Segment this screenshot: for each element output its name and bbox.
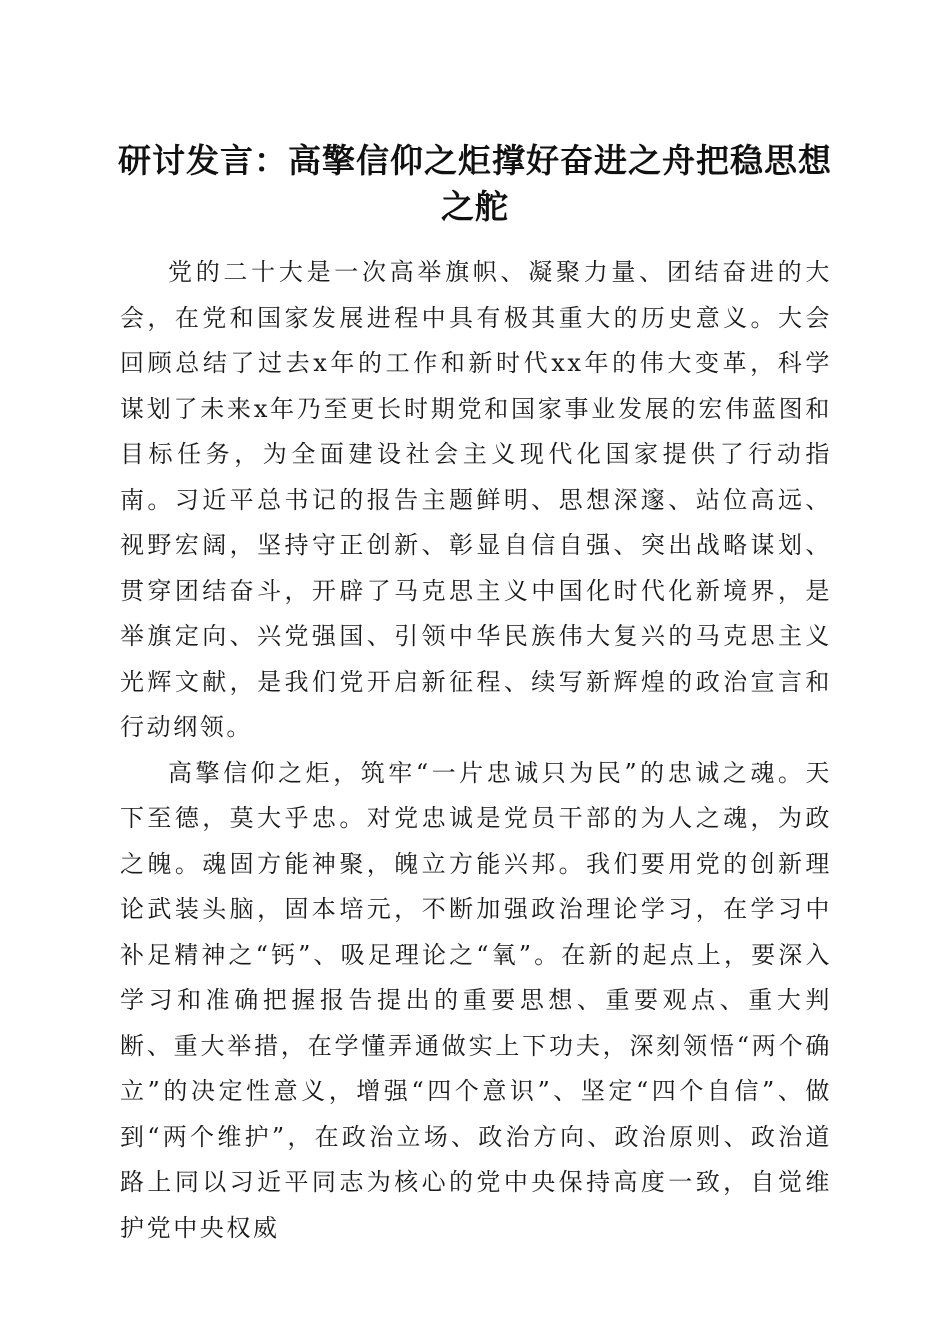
paragraph-loyalty: 高擎信仰之炬，筑牢“一片忠诚只为民”的忠诚之魂。天下至德，莫大乎忠。对党忠诚是党员干部的为人之魂，为政之魄。魂固方能神聚，魄立方能兴邦。我们要用党的创新理论武装头脑，固本培元，不断加强政治理论学习，在学习中补足精神之“钙”、吸足理论之“氧”。在新的起点上，要深入学习和准确把握报告提出的重要思想、重要观点、重大判断、重大举措，在学懂弄通做实上下功夫，深刻领悟“两个确立”的决定性意义，增强“四个意识”、坚定“四个自信”、做到“两个维护”，在政治立场、政治方向、政治原则、政治道路上同以习近平同志为核心的党中央保持高度一致，自觉维护党中央权威: [120, 758, 832, 1242]
paragraph-intro: 党的二十大是一次高举旗帜、凝聚力量、团结奋进的大会，在党和国家发展进程中具有极其重大的历史意义。大会回顾总结了过去x年的工作和新时代xx年的伟大变革，科学谋划了未来x年乃至更长时期党和国家事业发展的宏伟蓝图和目标任务，为全面建设社会主义现代化国家提供了行动指南。习近平总书记的报告主题鲜明、思想深邃、站位高远、视野宏阔，坚持守正创新、彰显自信自强、突出战略谋划、贯穿团结奋斗，开辟了马克思主义中国化时代化新境界，是举旗定向、兴党强国、引领中华民族伟大复兴的马克思主义光辉文献，是我们党开启新征程、续写新辉煌的政治宣言和行动纲领。: [120, 258, 832, 741]
document-title: 研讨发言：高擎信仰之炬撑好奋进之舟把稳思想之舵: [118, 141, 832, 226]
document-body: [120, 250, 832, 1251]
